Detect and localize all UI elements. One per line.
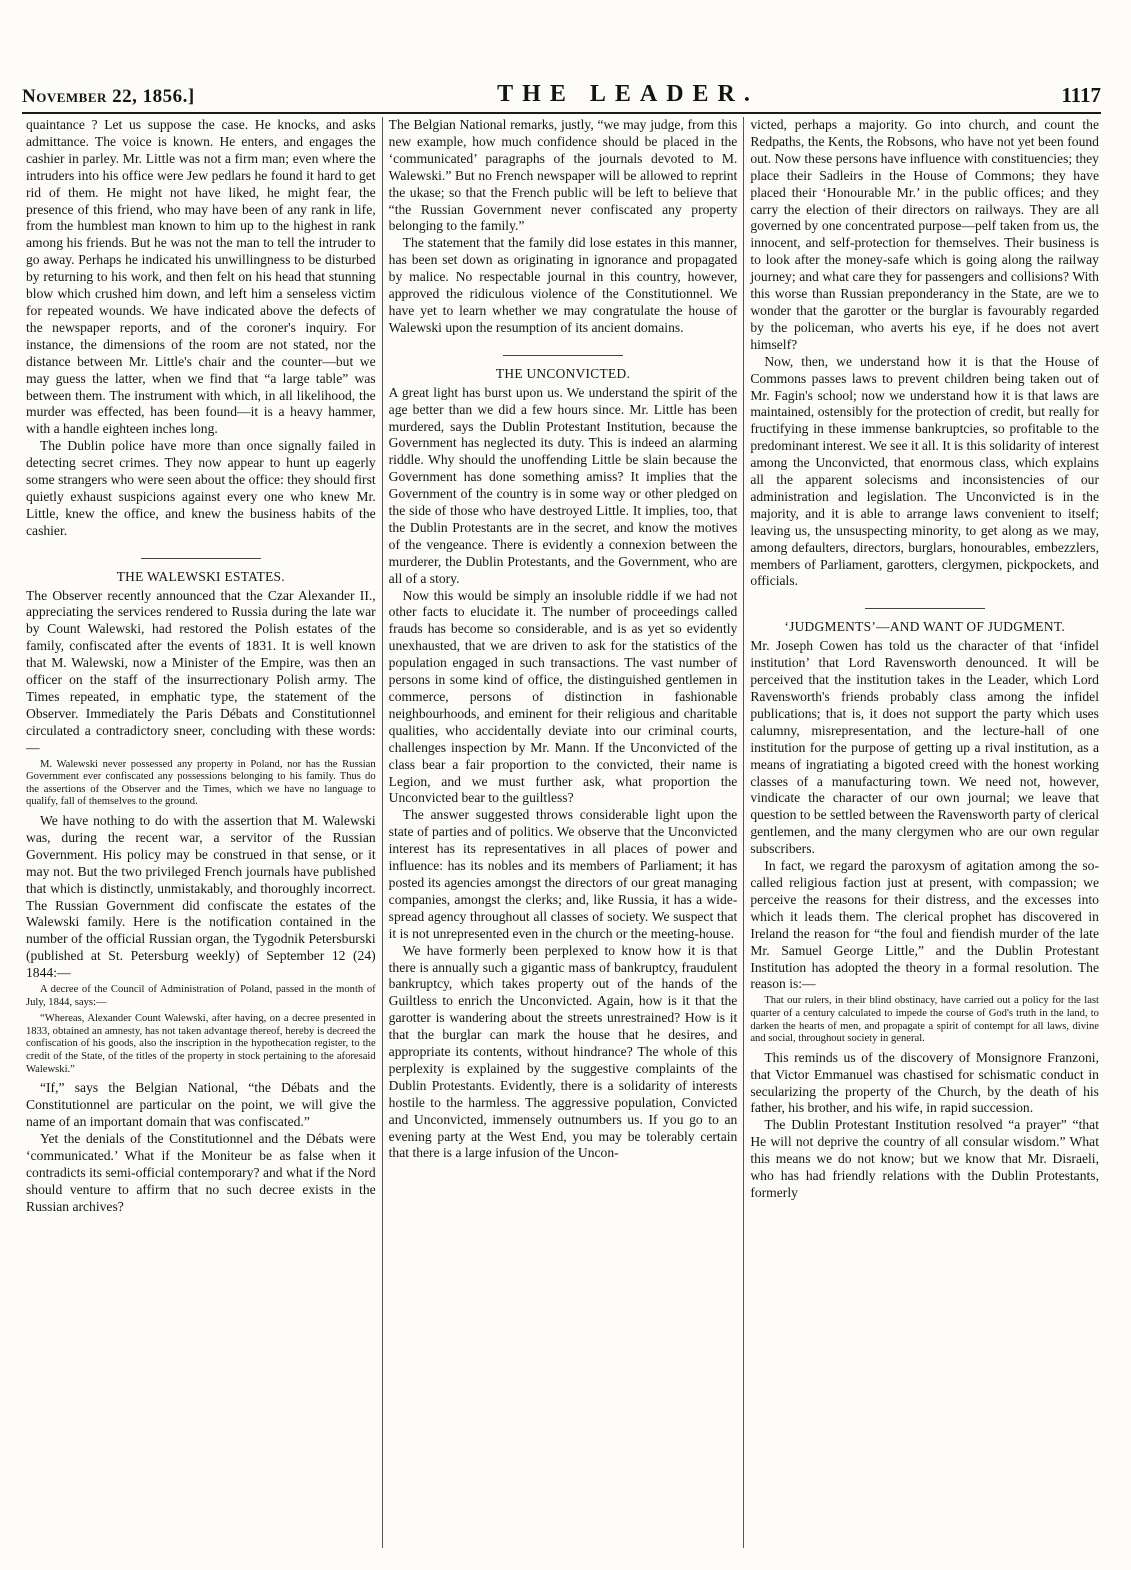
paragraph: This reminds us of the discovery of Monsignore Franzoni, that Victor Emmanuel was chastised for schismatic conduct in secularizing the property of the Church, by the death of his father, his brother, and his wife, in rapid succession. — [750, 1049, 1099, 1116]
paragraph: The answer suggested throws considerable light upon the state of parties and of politics. We observe that the Unconvicted interest has its representatives in all places of power and influence: has its nobles and its members of Parliament; it has posted its agencies amongst the directors of our great managing companies, amongst the clerks; and, like Russia, it has a wide-spread agency throughout all classes of society. We suspect that it is not unrepresented even in the church or the meeting-house. — [388, 807, 738, 941]
paragraph: victed, perhaps a majority. Go into church, and count the Redpaths, the Kents, the Robsons, who have not yet been found out. Now these persons have influence with constituencies; they place their Sadleirs in the House of Commons; they have placed their ‘Honourable Mr.’ in the public offices; and they carry the election of their directors on railways. They are all governed by one concentrated purpose—pelf taken from us, the innocent, and self-protection for themselves. Their business is to look after the money-safe which is going along the railway journey; and what care they for passengers and collisions? With this worse than Russian preponderancy in the State, are we to wonder that the garotter or the burglar is favourably regarded by the policeman, who averts his eye, if he does not avert himself? — [750, 117, 1099, 352]
paragraph: We have nothing to do with the assertion that M. Walewski was, during the recent war, a servitor of the Russian Government. His policy may be construed in that sense, or it may not. But the two privileged French journals have published that which is distinctly, unmistakably, and thoroughly incorrect. The Russian Government did confiscate the estates of the Walewski family. Here is the notification contained in the number of the official Russian organ, the Tygodnik Petersburski (published at St. Petersburg weekly) of September 12 (24) 1844:— — [26, 813, 376, 981]
paragraph: In fact, we regard the paroxysm of agitation among the so-called religious faction just at present, with compassion; we perceive the reasons for their distress, and the excesses into which it leads them. The clerical prophet has discovered in Ireland the reason for “the foul and fiendish murder of the late Mr. Samuel George Little,” and the Dublin Protestant Institution has adopted the theory in a formal resolution. The reason is:— — [750, 858, 1099, 992]
section-heading-unconvicted: THE UNCONVICTED. — [495, 365, 631, 381]
section-heading-judgments: ‘JUDGMENTS’—AND WANT OF JUDGMENT. — [784, 619, 1065, 635]
newspaper-title: THE LEADER. — [497, 81, 759, 107]
quoted-extract: That our rulers, in their blind obstinacy, have carried out a policy for the last quarter of a century calculated to impede the course of God's truth in the land, to darken the hearts of men, and propagate a spirit of contempt for all laws, divine and social, throughout society in general. — [750, 995, 1099, 1045]
column-2 — [382, 117, 744, 1548]
paragraph: The Observer recently announced that the Czar Alexander II., appreciating the services rendered to Russia during the late war by Count Walewski, had restored the Polish estates of the family, confiscated after the events of 1831. It is well known that M. Walewski, now a Minister of the Empire, was then an officer on the staff of the insurrectionary Polish army. The Times repeated, in emphatic type, the statement of the Observer. Immediately the Paris Débats and Constitutionnel circulated a contradictory sneer, concluding with these words:— — [26, 587, 376, 755]
section-heading-walewski-estates: THE WALEWSKI ESTATES. — [116, 568, 285, 584]
page-number: 1117 — [1061, 83, 1101, 107]
paragraph: Yet the denials of the Constitutionnel and the Débats were ‘communicated.’ What if the Moniteur be as false when it contradicts its semi-official contemporary? and what if the Nord should venture to affirm that no such decree exists in the Russian archives? — [26, 1130, 376, 1214]
quoted-extract: M. Walewski never possessed any property in Poland, nor has the Russian Government ever confiscated any possessions belonging to his family. Thus do the assertions of the Observer and the Times, which we have no language to qualify, fall of themselves to the ground. — [26, 758, 376, 808]
column-1 — [20, 117, 382, 1548]
quoted-extract: “Whereas, Alexander Count Walewski, after having, on a decree presented in 1833, obtained an amnesty, has not taken advantage thereof, hereby is decreed the confiscation of his goods, also the inscription in the hypothecation register, to the credit of the State, of the titles of the property in stock pertaining to the aforesaid Walewski.” — [26, 1013, 376, 1075]
section-divider — [141, 558, 261, 559]
paragraph: Now, then, we understand how it is that the House of Commons passes laws to prevent children being taken out of Mr. Fagin's school; now we understand how it is that laws are maintained, ostensibly for the protection of credit, but really for fructifying in these immense bankruptcies, so profitable to the predominant interest. We see it all. It is this solidarity of interest among the Unconvicted, that enormous class, which explains all the apparent solecisms and inconsistencies of our administration and legislation. The Unconvicted is in the majority, and it is able to arrange laws convenient to itself; leaving us, the unsuspecting minority, to get along as we may, among defaulters, directors, burglars, honourables, embezzlers, members of Parliament, garotters, clergymen, pickpockets, and officials. — [750, 353, 1099, 589]
section-divider — [865, 608, 985, 609]
paragraph: The Belgian National remarks, justly, “we may judge, from this new example, how much confidence should be placed in the ‘communicated’ paragraphs of the journals devoted to M. Walewski.” But no French newspaper will be allowed to reprint the ukase; so that the French public will be left to believe that “the Russian Government never confiscated any property belonging to the family.” — [388, 117, 738, 234]
paragraph: The Dublin Protestant Institution resolved “a prayer” “that He will not deprive the country of all consular wisdom.” What this means we do not know; but we know that Mr. Disraeli, who has had friendly relations with the Dublin Protestants, formerly — [750, 1117, 1099, 1200]
masthead — [22, 72, 1101, 114]
paragraph: quaintance ? Let us suppose the case. He knocks, and asks admittance. The voice is known. He enters, and engages the cashier in parley. Mr. Little was not a firm man; even where the intruders into his office were Jew pedlars he found it hard to get rid of them. He might not have liked, he might fear, the presence of this friend, who may have been of any rank in life, from the humblest man known to him up to the highest in rank among his friends. But he was not the man to tell the intruder to go away. Perhaps he indicated his unwillingness to be disturbed by returning to his work, and then felt on his head that stunning blow which crushed him down, and left him a senseless victim for repeated wounds. We have indicated above the defects of the newspaper reports, and of the coroner's inquiry. For instance, the dimensions of the room are not stated, nor the distance between Mr. Little's chair and the counter—but we may guess the latter, when we find that “a large table” was between them. The instrument with which, in all likelihood, the murder was effected, has been found—it is a heavy hammer, with a handle eighteen inches long. — [26, 117, 376, 437]
paragraph: A great light has burst upon us. We understand the spirit of the age better than we did a few hours since. Mr. Little has been murdered, says the Dublin Protestant Institution, because the Government has neglected its duty. This is indeed an alarming riddle. Why should the unoffending Little be slain because the Government has done something amiss? It implies that the Government of the country is in some way or other pledged on the side of those who have destroyed Little. It implies, too, that the Dublin Protestants are in the secret, and know the motives of the vengeance. There is evidently a connexion between the murderer, the Dublin Protestants, and the Government, who are all of a story. — [388, 384, 738, 586]
issue-date: November 22, 1856.] — [22, 86, 195, 107]
paragraph: The Dublin police have more than once signally failed in detecting secret crimes. They now appear to hunt up eagerly some strangers who were seen about the office: they should first quietly exhaust suspicions against every one who knew Mr. Little, knew the office, and knew the business habits of the cashier. — [26, 438, 376, 538]
column-3 — [743, 117, 1105, 1548]
section-divider — [503, 355, 623, 356]
paragraph: The statement that the family did lose estates in this manner, has been set down as originating in ignorance and propagated by malice. No respectable journal in this country, however, approved the ridiculous violence of the Constitutionnel. We have yet to learn whether we may congratulate the house of Walewski upon the resumption of its ancient domains. — [388, 235, 738, 335]
paragraph: Now this would be simply an insoluble riddle if we had not other facts to elucidate it. The number of proceedings called frauds has become so considerable, and is as yet so evidently unexhausted, that we are driven to ask for the statistics of the population engaged in such transactions. The vast number of persons in some kind of office, the distinguished gentlemen in commerce, persons of distinction in fashionable neighbourhoods, and eminent for their religious and charitable qualities, who accidentally deviate into our criminal courts, challenges inspection by Mr. Mann. If the Unconvicted of the class bear a fair proportion to the convicted, their name is Legion, and we must further ask, what proportion the Unconvicted bear to the guiltless? — [388, 587, 738, 806]
paragraph: We have formerly been perplexed to know how it is that there is annually such a gigantic mass of bankruptcy, fraudulent bankruptcy, which takes property out of the hands of the Guiltless to enrich the Unconvicted. Again, how is it that the garotter is wandering about the streets unrestrained? How is it that the burglar can mark the house that he desires, and appropriate its contents, without hindrance? The whole of this perplexity is explained by the suggestive complaints of the Dublin Protestants. Evidently, there is a solidarity of interests hostile to the harmless. The aggressive population, Convicted and Unconvicted, immensely outnumbers us. If you go to an evening party at the West End, you may be tolerably certain that there is a large infusion of the Uncon- — [388, 942, 738, 1161]
paragraph: Mr. Joseph Cowen has told us the character of that ‘infidel institution’ that Lord Ravensworth denounced. It will be perceived that the institution takes in the Leader, which Lord Ravensworth's friends probably class among the infidel publications; that is, it does not support the party which uses calumny, misrepresentation, and the lecture-hall of one institution for the purpose of getting up a rival institution, as a means of ingratiating a bigoted creed with the honest working classes of a manufacturing town. We need not, however, vindicate the character of our own journal; we leave that question to be settled between the Ravensworth party of clerical gentlemen, and the many clergymen who are our own regular subscribers. — [750, 638, 1099, 857]
quoted-extract: A decree of the Council of Administration of Poland, passed in the month of July, 1844, says:— — [26, 984, 376, 1008]
paragraph: “If,” says the Belgian National, “the Débats and the Constitutionnel are particular on the point, we will give the name of an important domain that was confiscated.” — [26, 1080, 376, 1130]
article-columns — [20, 117, 1105, 1548]
